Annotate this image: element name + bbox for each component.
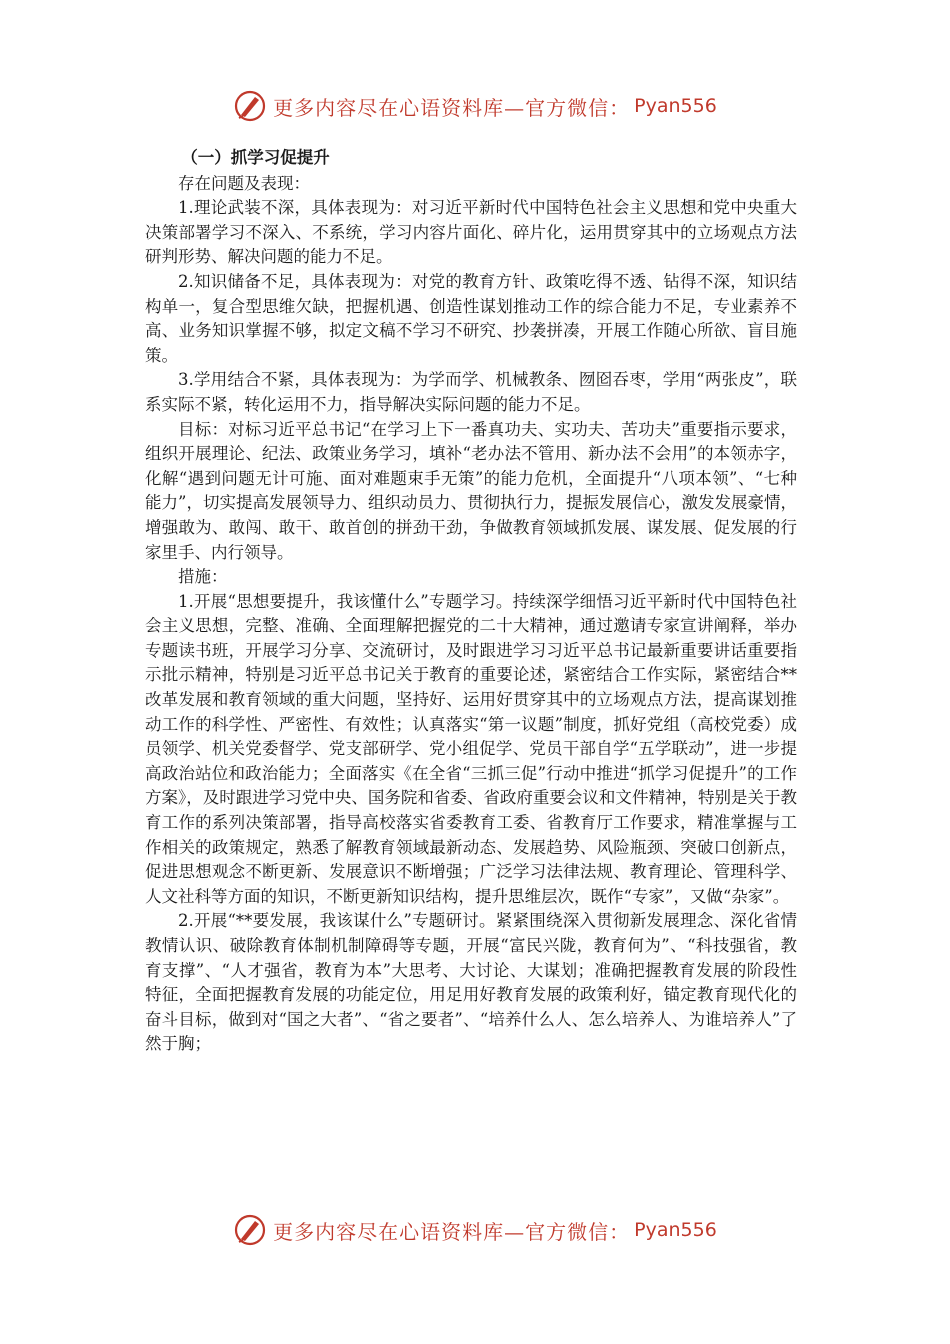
section-heading: （一）抓学习促提升 (181, 148, 330, 167)
paragraph: 2.知识储备不足，具体表现为：对党的教育方针、政策吃得不透、钻得不深，知识结构单一，复合型思维欠缺，把握机遇、创造性谋划推动工作的综合能力不足，专业素养不高、业务知识掌握不够，拟定文稿不学习不研究、抄袭拼凑，开展工作随心所欲、盲目施策。 (145, 271, 797, 365)
pen-seal-logo-icon (233, 1213, 267, 1247)
watermark-id: Pyan556 (634, 1219, 717, 1241)
watermark-text: 更多内容尽在心语资料库—官方微信： (273, 1219, 631, 1244)
watermark-banner-top (0, 86, 950, 126)
paragraph: 3.学用结合不紧，具体表现为：为学而学、机械教条、囫囵吞枣，学用“两张皮”，联系实际不紧，转化运用不力，指导解决实际问题的能力不足。 (145, 370, 797, 414)
watermark-id: Pyan556 (634, 95, 717, 117)
pen-seal-logo-icon (233, 89, 267, 123)
paragraph: 目标：对标习近平总书记“在学习上下一番真功夫、实功夫、苦功夫”重要指示要求，组织开展理论、纪法、政策业务学习，填补“老办法不管用、新办法不会用”的本领赤字，化解“遇到问题无计可施、面对难题束手无策”的能力危机，全面提升“八项本领”、“七种能力”，切实提高发展领导力、组织动员力、贯彻执行力，提振发展信心，激发发展豪情，增强敢为、敢闯、敢干、敢首创的拼劲干劲，争做教育领域抓发展、谋发展、促发展的行家里手、内行领导。 (145, 419, 797, 562)
document-body (145, 146, 797, 1057)
paragraph: 2.开展“**要发展，我该谋什么”专题研讨。紧紧围绕深入贯彻新发展理念、深化省情教情认识、破除教育体制机制障碍等专题，开展“富民兴陇，教育何为”、“科技强省，教育支撑”、“人才强省，教育为本”大思考、大讨论、大谋划；准确把握教育发展的阶段性特征，全面把握教育发展的功能定位，用足用好教育发展的政策利好，锚定教育现代化的奋斗目标，做到对“国之大者”、“省之要者”、“培养什么人、怎么培养人、为谁培养人”了然于胸； (145, 911, 797, 1054)
watermark-banner-bottom (0, 1210, 950, 1250)
paragraph: 1.开展“思想要提升，我该懂什么”专题学习。持续深学细悟习近平新时代中国特色社会主义思想，完整、准确、全面理解把握党的二十大精神，通过邀请专家宣讲阐释，举办专题读书班，开展学习分享、交流研讨，及时跟进学习习近平总书记最新重要讲话重要指示批示精神，特别是习近平总书记关于教育的重要论述，紧密结合工作实际，紧密结合**改革发展和教育领域的重大问题，坚持好、运用好贯穿其中的立场观点方法，提高谋划推动工作的科学性、严密性、有效性；认真落实“第一议题”制度，抓好党组（高校党委）成员领学、机关党委督学、党支部研学、党小组促学、党员干部自学“五学联动”，进一步提高政治站位和政治能力；全面落实《在全省“三抓三促”行动中推进“抓学习促提升”的工作方案》，及时跟进学习党中央、国务院和省委、省政府重要会议和文件精神，特别是关于教育工作的系列决策部署，指导高校落实省委教育工委、省教育厅工作要求，精准掌握与工作相关的政策规定，熟悉了解教育领域最新动态、发展趋势、风险瓶颈、突破口创新点，促进思想观念不断更新、发展意识不断增强；广泛学习法律法规、教育理论、管理科学、人文社科等方面的知识，不断更新知识结构，提升思维层次，既作“专家”，又做“杂家”。 (145, 591, 797, 906)
paragraph: 存在问题及表现： (178, 173, 310, 193)
paragraph: 1.理论武装不深，具体表现为：对习近平新时代中国特色社会主义思想和党中央重大决策部署学习不深入、不系统，学习内容片面化、碎片化，运用贯穿其中的立场观点方法研判形势、解决问题的能力不足。 (145, 198, 797, 267)
watermark-text: 更多内容尽在心语资料库—官方微信： (273, 95, 631, 120)
paragraph: 措施： (178, 567, 228, 587)
